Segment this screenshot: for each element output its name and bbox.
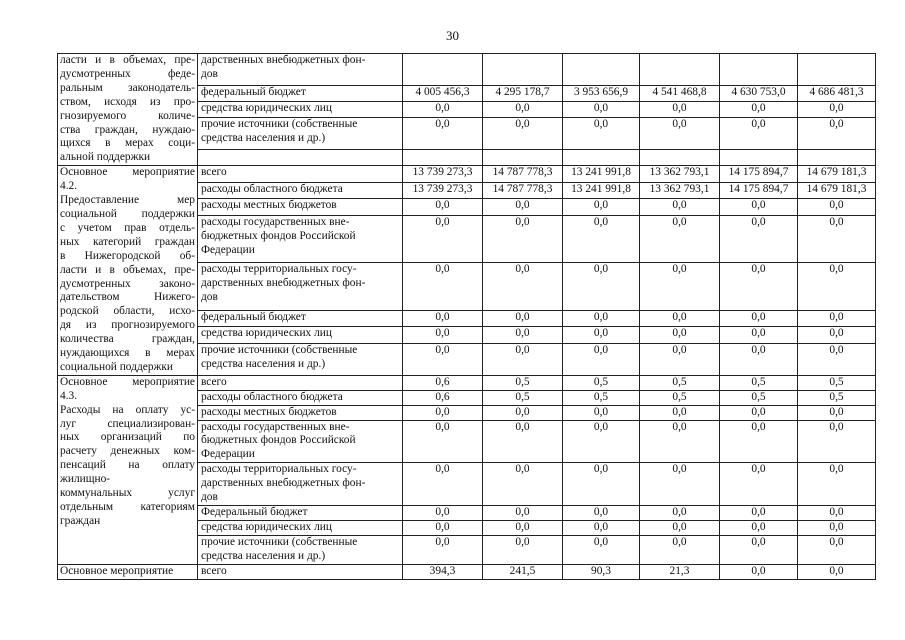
value-cell-year-2: 0,0: [483, 327, 563, 344]
description-line: ласти и в объемах, пре-: [60, 263, 195, 276]
value-cell-year-5: 0,0: [720, 564, 798, 579]
value-cell-year-1: 0,0: [403, 327, 483, 344]
value-cell-year-2: 0,0: [483, 520, 563, 535]
value-cell-year-1: 0,0: [403, 463, 483, 506]
description-line: Расходы на оплату ус-: [60, 403, 195, 416]
table-body: [58, 54, 876, 580]
value-cell-year-4: 13 362 793,1: [640, 182, 720, 199]
value-cell-year-4: 0,0: [640, 199, 720, 216]
description-line: дательством Нижего-: [60, 291, 195, 304]
value-cell-year-5: 14 175 894,7: [720, 182, 798, 199]
funding-source: [198, 506, 403, 521]
funding-source-line: всего: [201, 166, 227, 179]
value-cell-year-4: 0,0: [640, 343, 720, 375]
funding-source: [198, 463, 403, 506]
value-cell-year-6: [798, 149, 876, 165]
value-cell-year-1: 0,0: [403, 420, 483, 463]
funding-source-line: расходы территориальных госу-: [201, 463, 357, 476]
value-cell-year-4: 21,3: [640, 564, 720, 579]
value-cell-year-2: 0,0: [483, 506, 563, 521]
value-cell-year-4: 0,0: [640, 463, 720, 506]
value-cell-year-2: 0,5: [483, 375, 563, 390]
value-cell-year-5: 0,0: [720, 535, 798, 564]
value-cell-year-4: 0,0: [640, 310, 720, 327]
value-cell-year-2: 0,0: [483, 118, 563, 150]
value-cell-year-4: 0,0: [640, 535, 720, 564]
value-cell-year-3: 0,0: [563, 101, 640, 117]
value-cell-year-3: 0,0: [563, 463, 640, 506]
funding-source-line: Федерации: [201, 448, 255, 461]
value-cell-year-1: 4 005 456,3: [403, 85, 483, 101]
activity-description: [58, 54, 198, 166]
funding-source: [198, 166, 403, 183]
value-cell-year-3: 0,0: [563, 420, 640, 463]
description-line: Основное мероприятие: [60, 564, 174, 577]
value-cell-year-5: 0,0: [720, 310, 798, 327]
value-cell-year-1: 0,0: [403, 520, 483, 535]
value-cell-year-2: 0,0: [483, 199, 563, 216]
value-cell-year-2: 0,0: [483, 101, 563, 117]
value-cell-year-4: 0,0: [640, 101, 720, 117]
funding-source: [198, 85, 403, 101]
budget-table: [57, 53, 876, 580]
funding-source-line: федеральный бюджет: [201, 85, 306, 98]
description-line: ласти и в объемах, пре-: [60, 54, 195, 66]
funding-source-line: Федерации: [201, 243, 255, 256]
value-cell-year-6: 0,0: [798, 199, 876, 216]
description-line: Основное мероприятие: [60, 375, 195, 388]
value-cell-year-4: 0,0: [640, 506, 720, 521]
value-cell-year-3: 0,0: [563, 263, 640, 310]
funding-source-line: дов: [201, 67, 218, 80]
table-row: [58, 564, 876, 579]
description-line: ных организаций по: [60, 431, 195, 444]
value-cell-year-4: 0,0: [640, 263, 720, 310]
activity-description: [58, 564, 198, 579]
value-cell-year-2: 4 295 178,7: [483, 85, 563, 101]
description-line: ральным законодатель-: [60, 81, 195, 94]
funding-source-line: всего: [201, 564, 227, 577]
value-cell-year-5: 0,0: [720, 520, 798, 535]
funding-source-line: дов: [201, 291, 218, 304]
funding-source: [198, 182, 403, 199]
value-cell-year-6: 14 679 181,3: [798, 166, 876, 183]
funding-source-line: средства юридических лиц: [201, 101, 332, 114]
value-cell-year-4: 0,0: [640, 215, 720, 262]
funding-source: [198, 520, 403, 535]
value-cell-year-4: 0,0: [640, 327, 720, 344]
value-cell-year-5: 0,0: [720, 215, 798, 262]
description-line: отдельным категориям: [60, 501, 195, 513]
funding-source: [198, 215, 403, 262]
value-cell-year-1: [403, 54, 483, 86]
description-line: альной поддержки: [60, 151, 151, 164]
value-cell-year-4: 0,0: [640, 405, 720, 420]
description-line: ных категорий граждан: [60, 235, 195, 248]
funding-source-line: расходы государственных вне-: [201, 215, 350, 228]
value-cell-year-3: 0,0: [563, 520, 640, 535]
value-cell-year-2: 241,5: [483, 564, 563, 579]
value-cell-year-2: 0,0: [483, 263, 563, 310]
value-cell-year-1: 0,6: [403, 375, 483, 390]
activity-description: [58, 166, 198, 376]
description-line: дусмотренных законо-: [60, 277, 195, 290]
description-line: жилищно-: [60, 473, 111, 486]
value-cell-year-2: 14 787 778,3: [483, 166, 563, 183]
funding-source: [198, 199, 403, 216]
value-cell-year-2: 0,0: [483, 343, 563, 375]
funding-source: [198, 54, 403, 86]
value-cell-year-1: 0,0: [403, 101, 483, 117]
description-line: гнозируемого количе-: [60, 109, 195, 122]
funding-source-line: дов: [201, 491, 218, 504]
value-cell-year-3: 0,0: [563, 535, 640, 564]
description-line: щихся в мерах соци-: [60, 137, 195, 150]
value-cell-year-2: 0,0: [483, 463, 563, 506]
value-cell-year-3: 0,0: [563, 506, 640, 521]
value-cell-year-6: 0,0: [798, 118, 876, 150]
funding-source: [198, 327, 403, 344]
value-cell-year-6: 0,0: [798, 263, 876, 310]
funding-source-line: дарственных внебюджетных фон-: [201, 54, 366, 66]
value-cell-year-4: 0,5: [640, 375, 720, 390]
value-cell-year-2: 0,0: [483, 215, 563, 262]
value-cell-year-3: [563, 149, 640, 165]
value-cell-year-4: [640, 54, 720, 86]
value-cell-year-4: 0,5: [640, 390, 720, 405]
description-line: социальной поддержки: [60, 360, 174, 373]
value-cell-year-3: 0,0: [563, 343, 640, 375]
funding-source-line: прочие источники (собственные: [201, 535, 358, 548]
funding-source: [198, 310, 403, 327]
value-cell-year-3: 0,5: [563, 375, 640, 390]
description-line: Предоставление мер: [60, 194, 195, 207]
description-line: граждан: [60, 514, 101, 527]
value-cell-year-2: 14 787 778,3: [483, 182, 563, 199]
funding-source-line: расходы территориальных госу-: [201, 263, 357, 276]
value-cell-year-5: 0,0: [720, 463, 798, 506]
value-cell-year-3: 13 241 991,8: [563, 182, 640, 199]
funding-source: [198, 390, 403, 405]
value-cell-year-1: 0,0: [403, 215, 483, 262]
value-cell-year-5: 0,5: [720, 390, 798, 405]
funding-source-line: расходы государственных вне-: [201, 420, 350, 433]
value-cell-year-6: 0,0: [798, 327, 876, 344]
value-cell-year-3: 0,0: [563, 215, 640, 262]
value-cell-year-2: 0,0: [483, 535, 563, 564]
funding-source: [198, 420, 403, 463]
description-line: дя из прогнозируемого: [60, 319, 195, 332]
page-number: 30: [446, 28, 459, 43]
value-cell-year-3: [563, 54, 640, 86]
value-cell-year-4: 13 362 793,1: [640, 166, 720, 183]
value-cell-year-5: 0,0: [720, 327, 798, 344]
table-row: [58, 54, 876, 86]
funding-source-line: дарственных внебюджетных фон-: [201, 277, 366, 290]
value-cell-year-4: 0,0: [640, 420, 720, 463]
value-cell-year-3: 13 241 991,8: [563, 166, 640, 183]
funding-source: [198, 149, 403, 165]
value-cell-year-5: [720, 149, 798, 165]
value-cell-year-6: [798, 54, 876, 86]
table-row: [58, 166, 876, 183]
value-cell-year-6: 0,0: [798, 506, 876, 521]
value-cell-year-6: 4 686 481,3: [798, 85, 876, 101]
value-cell-year-5: 0,0: [720, 263, 798, 310]
funding-source-line: расходы областного бюджета: [201, 182, 343, 195]
funding-source-line: Федеральный бюджет: [201, 506, 308, 518]
value-cell-year-6: 0,0: [798, 420, 876, 463]
description-line: Основное мероприятие: [60, 166, 195, 179]
value-cell-year-6: 0,5: [798, 390, 876, 405]
description-line: расчету денежных ком-: [60, 445, 195, 458]
value-cell-year-3: 90,3: [563, 564, 640, 579]
funding-source-line: средства населения и др.): [201, 132, 326, 145]
funding-source-line: расходы местных бюджетов: [201, 199, 337, 212]
funding-source-line: бюджетных фондов Российской: [201, 229, 356, 242]
description-line: ством, исходя из про-: [60, 95, 195, 108]
table-row: [58, 375, 876, 390]
funding-source-line: средства населения и др.): [201, 549, 326, 562]
value-cell-year-3: 3 953 656,9: [563, 85, 640, 101]
value-cell-year-5: 0,0: [720, 101, 798, 117]
value-cell-year-1: 13 739 273,3: [403, 182, 483, 199]
value-cell-year-6: 14 679 181,3: [798, 182, 876, 199]
value-cell-year-5: [720, 54, 798, 86]
value-cell-year-3: 0,5: [563, 390, 640, 405]
funding-source-line: расходы местных бюджетов: [201, 405, 337, 418]
value-cell-year-3: 0,0: [563, 118, 640, 150]
value-cell-year-3: 0,0: [563, 327, 640, 344]
funding-source-line: средства юридических лиц: [201, 327, 332, 340]
value-cell-year-1: 0,0: [403, 310, 483, 327]
value-cell-year-1: 0,0: [403, 343, 483, 375]
description-line: родской области, исхо-: [60, 305, 195, 318]
value-cell-year-6: 0,0: [798, 405, 876, 420]
value-cell-year-4: 0,0: [640, 520, 720, 535]
funding-source: [198, 118, 403, 150]
value-cell-year-2: 0,0: [483, 405, 563, 420]
value-cell-year-5: 14 175 894,7: [720, 166, 798, 183]
funding-source-line: расходы областного бюджета: [201, 390, 343, 403]
value-cell-year-4: 4 541 468,8: [640, 85, 720, 101]
value-cell-year-6: 0,0: [798, 101, 876, 117]
value-cell-year-5: 4 630 753,0: [720, 85, 798, 101]
value-cell-year-6: 0,5: [798, 375, 876, 390]
value-cell-year-1: 0,0: [403, 199, 483, 216]
description-line: 4.3.: [60, 389, 78, 402]
value-cell-year-5: 0,0: [720, 199, 798, 216]
description-line: ства граждан, нуждаю-: [60, 123, 195, 136]
value-cell-year-6: 0,0: [798, 310, 876, 327]
description-line: нуждающихся в мерах: [60, 347, 195, 360]
description-line: луг специализирован-: [60, 417, 195, 430]
description-line: дусмотренных феде-: [60, 67, 195, 80]
value-cell-year-6: 0,0: [798, 343, 876, 375]
funding-source: [198, 564, 403, 579]
value-cell-year-2: 0,0: [483, 420, 563, 463]
description-line: с учетом прав отдель-: [60, 221, 195, 234]
value-cell-year-1: 0,0: [403, 506, 483, 521]
value-cell-year-2: [483, 149, 563, 165]
description-line: социальной поддержки: [60, 207, 195, 220]
funding-source-line: федеральный бюджет: [201, 310, 306, 323]
value-cell-year-6: 0,0: [798, 535, 876, 564]
funding-source-line: дарственных внебюджетных фон-: [201, 477, 366, 490]
funding-source: [198, 405, 403, 420]
value-cell-year-2: 0,5: [483, 390, 563, 405]
value-cell-year-5: 0,0: [720, 118, 798, 150]
description-line: количества граждан,: [60, 333, 195, 346]
value-cell-year-4: 0,0: [640, 118, 720, 150]
value-cell-year-5: 0,0: [720, 405, 798, 420]
description-line: коммунальных услуг: [60, 487, 195, 500]
value-cell-year-4: [640, 149, 720, 165]
value-cell-year-5: 0,0: [720, 420, 798, 463]
funding-source-line: средства юридических лиц: [201, 520, 332, 533]
funding-source: [198, 375, 403, 390]
funding-source-line: бюджетных фондов Российской: [201, 434, 356, 447]
value-cell-year-5: 0,5: [720, 375, 798, 390]
value-cell-year-6: 0,0: [798, 520, 876, 535]
value-cell-year-1: 13 739 273,3: [403, 166, 483, 183]
activity-description: [58, 375, 198, 564]
funding-source-line: [201, 150, 400, 164]
funding-source: [198, 535, 403, 564]
value-cell-year-5: 0,0: [720, 343, 798, 375]
value-cell-year-6: 0,0: [798, 564, 876, 579]
funding-source: [198, 263, 403, 310]
value-cell-year-1: 0,0: [403, 263, 483, 310]
value-cell-year-3: 0,0: [563, 310, 640, 327]
value-cell-year-1: 394,3: [403, 564, 483, 579]
value-cell-year-1: 0,0: [403, 118, 483, 150]
value-cell-year-2: 0,0: [483, 310, 563, 327]
value-cell-year-1: 0,0: [403, 405, 483, 420]
description-line: 4.2.: [60, 180, 78, 193]
description-line: в Нижегородской об-: [60, 249, 195, 262]
value-cell-year-6: 0,0: [798, 215, 876, 262]
value-cell-year-1: [403, 149, 483, 165]
funding-source: [198, 343, 403, 375]
funding-source-line: прочие источники (собственные: [201, 118, 358, 131]
value-cell-year-6: 0,0: [798, 463, 876, 506]
funding-source-line: прочие источники (собственные: [201, 343, 358, 356]
funding-source-line: средства населения и др.): [201, 357, 326, 370]
value-cell-year-3: 0,0: [563, 199, 640, 216]
value-cell-year-2: [483, 54, 563, 86]
funding-source-line: всего: [201, 375, 227, 388]
value-cell-year-1: 0,6: [403, 390, 483, 405]
value-cell-year-1: 0,0: [403, 535, 483, 564]
funding-source: [198, 101, 403, 117]
value-cell-year-3: 0,0: [563, 405, 640, 420]
description-line: пенсаций на оплату: [60, 459, 195, 472]
value-cell-year-5: 0,0: [720, 506, 798, 521]
